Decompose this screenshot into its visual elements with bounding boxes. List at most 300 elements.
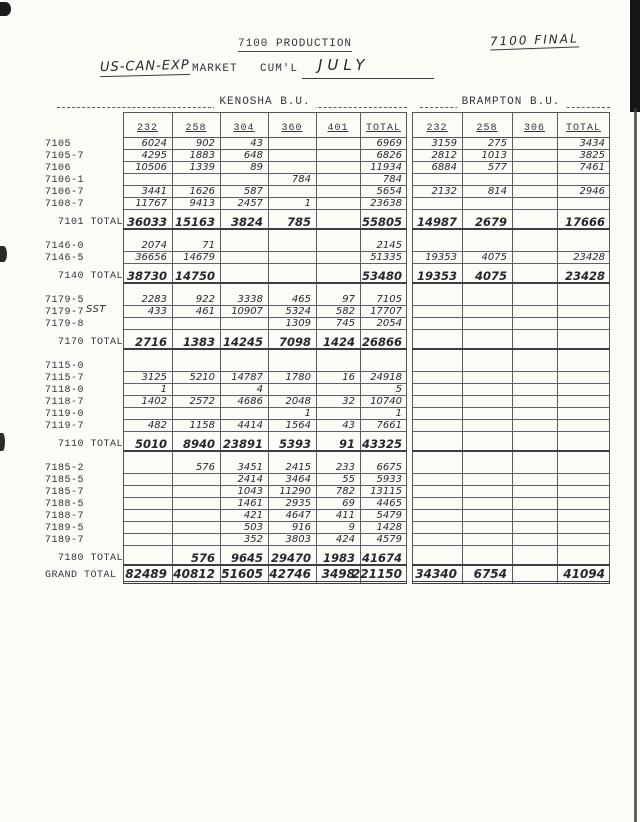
brampton-value-cell xyxy=(462,462,512,474)
brampton-value-cell xyxy=(512,198,557,210)
brampton-value: 3825 xyxy=(579,150,605,161)
kenosha-value-cell xyxy=(360,550,407,566)
table-row xyxy=(40,486,610,498)
kenosha-value: 576 xyxy=(195,462,215,473)
kenosha-value-cell xyxy=(172,186,220,198)
cuml-underline xyxy=(302,78,434,79)
kenosha-cells xyxy=(123,522,407,534)
brampton-value: 7461 xyxy=(579,162,605,173)
brampton-cells xyxy=(412,510,610,522)
brampton-cells xyxy=(412,498,610,510)
kenosha-value: 1339 xyxy=(189,162,215,173)
brampton-cells xyxy=(412,360,610,372)
brampton-value-cell xyxy=(412,360,462,372)
brampton-cells xyxy=(412,162,610,174)
kenosha-value: 14679 xyxy=(183,252,215,263)
brampton-value-cell xyxy=(412,550,462,566)
row-label xyxy=(40,303,123,318)
kenosha-value: 89 xyxy=(250,162,263,173)
brampton-value-cell xyxy=(557,268,610,284)
kenosha-value-cell xyxy=(268,408,316,420)
kenosha-cells xyxy=(123,420,407,432)
kenosha-value-cell xyxy=(172,294,220,306)
kenosha-value: 784 xyxy=(291,174,311,185)
kenosha-value: 352 xyxy=(243,534,263,545)
kenosha-value-cell xyxy=(316,240,360,252)
kenosha-value-cell xyxy=(220,384,268,396)
kenosha-value: 82489 xyxy=(125,567,167,581)
kenosha-value-cell xyxy=(268,294,316,306)
brampton-value-cell xyxy=(512,318,557,330)
kenosha-value-cell xyxy=(172,112,220,138)
kenosha-value: 51335 xyxy=(370,252,402,263)
brampton-value-cell xyxy=(462,384,512,396)
kenosha-value-cell xyxy=(220,198,268,210)
kenosha-cells xyxy=(123,486,407,498)
row-label xyxy=(40,240,123,252)
kenosha-value: 97 xyxy=(342,294,355,305)
kenosha-value: 576 xyxy=(190,551,215,565)
row-label-text: 7188-5 xyxy=(45,498,85,510)
kenosha-value-cell xyxy=(123,268,172,284)
market-label: MARKET xyxy=(192,63,238,75)
kenosha-value-cell xyxy=(360,474,407,486)
kenosha-column-header: 232 xyxy=(136,123,158,134)
kenosha-value-cell xyxy=(360,150,407,162)
brampton-value-cell xyxy=(462,294,512,306)
kenosha-value-cell xyxy=(316,162,360,174)
table-row xyxy=(40,510,610,522)
brampton-value-cell xyxy=(557,174,610,186)
final-note: 7100 FINAL xyxy=(489,31,579,49)
brampton-value-cell xyxy=(557,138,610,150)
kenosha-value-cell xyxy=(123,408,172,420)
kenosha-value: 465 xyxy=(291,294,311,305)
kenosha-value: 582 xyxy=(335,306,355,317)
row-label xyxy=(40,522,123,534)
scan-artifact-right-strip xyxy=(630,0,640,112)
kenosha-value: 424 xyxy=(335,534,355,545)
kenosha-value-cell xyxy=(316,486,360,498)
kenosha-cells xyxy=(123,360,407,372)
table-row xyxy=(40,534,610,546)
kenosha-value: 23638 xyxy=(370,198,402,209)
brampton-value-cell xyxy=(462,252,512,264)
brampton-value-cell xyxy=(412,534,462,546)
kenosha-value-cell xyxy=(220,186,268,198)
kenosha-cells xyxy=(123,408,407,420)
kenosha-value: 916 xyxy=(291,522,311,533)
brampton-value-cell xyxy=(412,174,462,186)
kenosha-column-header: 360 xyxy=(281,123,303,134)
kenosha-value-cell xyxy=(360,306,407,318)
brampton-value-cell xyxy=(557,306,610,318)
kenosha-value: 2145 xyxy=(376,240,402,251)
kenosha-value: 3125 xyxy=(141,372,167,383)
row-label-text: 7105-7 xyxy=(45,150,85,162)
kenosha-value-cell xyxy=(316,396,360,408)
kenosha-value-cell xyxy=(220,436,268,452)
kenosha-value-cell xyxy=(220,372,268,384)
kenosha-value-cell xyxy=(172,240,220,252)
brampton-value-cell xyxy=(557,294,610,306)
row-label xyxy=(40,174,123,186)
kenosha-value-cell xyxy=(316,268,360,284)
kenosha-value-cell xyxy=(360,294,407,306)
row-label xyxy=(40,252,123,264)
kenosha-cells xyxy=(123,384,407,396)
brampton-value-cell xyxy=(462,420,512,432)
row-label-text: 7106-7 xyxy=(45,186,85,198)
row-label xyxy=(40,186,123,198)
brampton-value: 4075 xyxy=(474,269,507,283)
kenosha-value: 5654 xyxy=(376,186,402,197)
kenosha-value-cell xyxy=(360,174,407,186)
brampton-value-cell xyxy=(412,112,462,138)
kenosha-value-cell xyxy=(268,214,316,230)
row-label-text: 7108-7 xyxy=(45,198,85,210)
brampton-cells xyxy=(412,294,610,306)
row-label-note: SST xyxy=(86,303,106,315)
kenosha-value: 43325 xyxy=(361,437,402,451)
kenosha-value-cell xyxy=(268,498,316,510)
row-label-text: 7179-8 xyxy=(45,318,85,330)
row-label xyxy=(40,486,123,498)
kenosha-value: 2054 xyxy=(376,318,402,329)
kenosha-value: 922 xyxy=(195,294,215,305)
brampton-value-cell xyxy=(512,462,557,474)
kenosha-value: 1402 xyxy=(141,396,167,407)
brampton-value-cell xyxy=(412,306,462,318)
table-row xyxy=(40,522,610,534)
kenosha-value-cell xyxy=(172,174,220,186)
brampton-value: 41094 xyxy=(563,567,605,581)
brampton-value-cell xyxy=(557,498,610,510)
kenosha-value-cell xyxy=(220,550,268,566)
kenosha-value: 4579 xyxy=(376,534,402,545)
brampton-cells xyxy=(412,550,610,566)
kenosha-value: 11934 xyxy=(370,162,402,173)
brampton-value-cell xyxy=(462,510,512,522)
kenosha-value: 14750 xyxy=(174,269,215,283)
kenosha-value-cell xyxy=(360,436,407,452)
table-row xyxy=(40,408,610,420)
kenosha-value: 4414 xyxy=(237,420,263,431)
row-label xyxy=(40,138,123,150)
section-total-row xyxy=(40,550,610,566)
kenosha-value-cell xyxy=(220,474,268,486)
kenosha-value-cell xyxy=(123,306,172,318)
row-label xyxy=(40,214,123,230)
kenosha-value-cell xyxy=(316,360,360,372)
brampton-value-cell xyxy=(412,252,462,264)
kenosha-value-cell xyxy=(123,436,172,452)
brampton-column-header: 306 xyxy=(523,123,545,134)
kenosha-value-cell xyxy=(268,318,316,330)
kenosha-value: 42746 xyxy=(269,567,311,581)
brampton-value-cell xyxy=(412,474,462,486)
kenosha-cells xyxy=(123,510,407,522)
kenosha-title-text: KENOSHA B.U. xyxy=(214,96,315,108)
row-label xyxy=(40,408,123,420)
brampton-value-cell xyxy=(512,510,557,522)
kenosha-value-cell xyxy=(123,334,172,350)
kenosha-value-cell xyxy=(172,150,220,162)
kenosha-value-cell xyxy=(220,318,268,330)
kenosha-cells xyxy=(123,372,407,384)
brampton-value-cell xyxy=(512,360,557,372)
section-total-row xyxy=(40,268,610,284)
kenosha-value: 1309 xyxy=(285,318,311,329)
kenosha-value: 5479 xyxy=(376,510,402,521)
brampton-value-cell xyxy=(412,384,462,396)
brampton-cells xyxy=(412,112,610,138)
kenosha-value-cell xyxy=(316,306,360,318)
kenosha-value-cell xyxy=(360,198,407,210)
kenosha-value-cell xyxy=(360,372,407,384)
kenosha-value-cell xyxy=(172,198,220,210)
brampton-value-cell xyxy=(462,306,512,318)
kenosha-value-cell xyxy=(220,240,268,252)
kenosha-cells xyxy=(123,436,407,452)
row-label xyxy=(40,268,123,284)
brampton-cells xyxy=(412,474,610,486)
kenosha-value: 2457 xyxy=(237,198,263,209)
row-label xyxy=(40,372,123,384)
kenosha-value-cell xyxy=(220,112,268,138)
brampton-value-cell xyxy=(462,498,512,510)
kenosha-value: 1 xyxy=(395,408,402,419)
kenosha-value-cell xyxy=(316,436,360,452)
brampton-cells xyxy=(412,138,610,150)
row-label xyxy=(40,436,123,452)
brampton-cells xyxy=(412,486,610,498)
kenosha-value: 1564 xyxy=(285,420,311,431)
kenosha-value-cell xyxy=(220,150,268,162)
row-label-text: 7119-0 xyxy=(45,408,85,420)
kenosha-value: 24918 xyxy=(370,372,402,383)
kenosha-value-cell xyxy=(172,420,220,432)
section-total-row xyxy=(40,334,610,350)
kenosha-value: 745 xyxy=(335,318,355,329)
row-label xyxy=(40,384,123,396)
production-tables xyxy=(40,112,610,584)
kenosha-value-cell xyxy=(220,408,268,420)
kenosha-value: 2074 xyxy=(141,240,167,251)
brampton-value-cell xyxy=(412,334,462,350)
table-row xyxy=(40,240,610,252)
brampton-cells xyxy=(412,240,610,252)
kenosha-value-cell xyxy=(172,360,220,372)
kenosha-value-cell xyxy=(123,384,172,396)
kenosha-value-cell xyxy=(220,510,268,522)
kenosha-value-cell xyxy=(123,372,172,384)
kenosha-cells xyxy=(123,214,407,230)
row-label-text: 7106-1 xyxy=(45,174,85,186)
brampton-value-cell xyxy=(412,150,462,162)
table-row xyxy=(40,396,610,408)
brampton-value-cell xyxy=(462,334,512,350)
brampton-value-cell xyxy=(412,408,462,420)
brampton-column-header: 258 xyxy=(476,123,498,134)
kenosha-value: 5324 xyxy=(285,306,311,317)
kenosha-value-cell xyxy=(268,384,316,396)
kenosha-value: 2283 xyxy=(141,294,167,305)
brampton-value-cell xyxy=(462,436,512,452)
brampton-value-cell xyxy=(557,150,610,162)
brampton-value-cell xyxy=(557,408,610,420)
kenosha-value-cell xyxy=(268,396,316,408)
brampton-value: 2679 xyxy=(474,215,507,229)
row-label xyxy=(40,534,123,546)
brampton-value-cell xyxy=(462,112,512,138)
section-total-row xyxy=(40,214,610,230)
kenosha-value-cell xyxy=(123,396,172,408)
kenosha-value-cell xyxy=(123,550,172,566)
kenosha-value-cell xyxy=(360,522,407,534)
section-gap xyxy=(40,350,610,360)
kenosha-value: 36033 xyxy=(126,215,167,229)
kenosha-value-cell xyxy=(268,150,316,162)
brampton-value-cell xyxy=(462,240,512,252)
brampton-cells xyxy=(412,372,610,384)
brampton-value-cell xyxy=(412,462,462,474)
kenosha-value-cell xyxy=(351,566,407,584)
brampton-value-cell xyxy=(412,318,462,330)
brampton-value-cell xyxy=(412,162,462,174)
kenosha-value-cell xyxy=(220,522,268,534)
row-label-text: GRAND TOTAL xyxy=(45,569,117,581)
kenosha-value: 55805 xyxy=(361,215,402,229)
table-row xyxy=(40,420,610,432)
table-row xyxy=(40,462,610,474)
row-label xyxy=(40,162,123,174)
brampton-value-cell xyxy=(462,198,512,210)
kenosha-value: 5210 xyxy=(189,372,215,383)
brampton-value-cell xyxy=(412,214,462,230)
brampton-value-cell xyxy=(512,522,557,534)
brampton-value-cell xyxy=(462,360,512,372)
kenosha-value-cell xyxy=(316,112,360,138)
kenosha-value-cell xyxy=(172,318,220,330)
row-label xyxy=(40,498,123,510)
kenosha-value-cell xyxy=(172,550,220,566)
kenosha-value-cell xyxy=(360,498,407,510)
brampton-value-cell xyxy=(557,240,610,252)
kenosha-value-cell xyxy=(316,534,360,546)
kenosha-value-cell xyxy=(316,462,360,474)
brampton-value-cell xyxy=(462,396,512,408)
kenosha-value-cell xyxy=(172,408,220,420)
kenosha-value-cell xyxy=(268,510,316,522)
kenosha-value-cell xyxy=(268,534,316,546)
kenosha-cells xyxy=(123,396,407,408)
kenosha-value-cell xyxy=(268,436,316,452)
section-gap xyxy=(40,284,610,294)
kenosha-value: 14787 xyxy=(231,372,263,383)
kenosha-value: 40812 xyxy=(173,567,215,581)
kenosha-value: 5933 xyxy=(376,474,402,485)
kenosha-value: 421 xyxy=(243,510,263,521)
brampton-value-cell xyxy=(462,214,512,230)
brampton-table-title xyxy=(412,96,610,108)
kenosha-value-cell xyxy=(220,334,268,350)
kenosha-value-cell xyxy=(316,318,360,330)
kenosha-value-cell xyxy=(172,384,220,396)
row-label xyxy=(40,550,123,566)
brampton-value-cell xyxy=(462,522,512,534)
brampton-value-cell xyxy=(512,268,557,284)
kenosha-value: 221150 xyxy=(351,567,402,581)
kenosha-cells xyxy=(123,198,407,210)
kenosha-value-cell xyxy=(360,420,407,432)
row-label-text: 7189-5 xyxy=(45,522,85,534)
kenosha-value-cell xyxy=(360,138,407,150)
brampton-value-cell xyxy=(462,474,512,486)
kenosha-value-cell xyxy=(172,510,220,522)
brampton-value-cell xyxy=(557,474,610,486)
brampton-value-cell xyxy=(557,252,610,264)
kenosha-value: 2415 xyxy=(285,462,311,473)
kenosha-value-cell xyxy=(316,150,360,162)
row-label-text: 7185-7 xyxy=(45,486,85,498)
table-row xyxy=(40,498,610,510)
kenosha-value: 1626 xyxy=(189,186,215,197)
kenosha-value: 461 xyxy=(195,306,215,317)
brampton-cells xyxy=(412,198,610,210)
kenosha-value: 4 xyxy=(256,384,263,395)
brampton-value-cell xyxy=(412,268,462,284)
brampton-cells xyxy=(412,306,610,318)
kenosha-value: 6675 xyxy=(376,462,402,473)
kenosha-value-cell xyxy=(360,396,407,408)
brampton-value-cell xyxy=(512,294,557,306)
brampton-cells xyxy=(412,396,610,408)
kenosha-value: 10506 xyxy=(135,162,167,173)
brampton-value-cell xyxy=(557,566,610,584)
brampton-value-cell xyxy=(412,186,462,198)
kenosha-value-cell xyxy=(360,334,407,350)
row-label-text: 7118-0 xyxy=(45,384,85,396)
brampton-cells xyxy=(412,420,610,432)
kenosha-cells xyxy=(123,462,407,474)
brampton-value-cell xyxy=(557,186,610,198)
brampton-value-cell xyxy=(412,436,462,452)
kenosha-value: 7098 xyxy=(278,335,311,349)
row-label-text: 7179-5 xyxy=(45,294,85,306)
section-total-row xyxy=(40,436,610,452)
table-row xyxy=(40,138,610,150)
kenosha-value-cell xyxy=(268,174,316,186)
brampton-value: 6884 xyxy=(431,162,457,173)
brampton-value-cell xyxy=(462,408,512,420)
kenosha-value-cell xyxy=(360,486,407,498)
brampton-value-cell xyxy=(512,112,557,138)
row-label-text: 7146-0 xyxy=(45,240,85,252)
kenosha-cells xyxy=(123,162,407,174)
kenosha-value: 36656 xyxy=(135,252,167,263)
kenosha-value-cell xyxy=(123,360,172,372)
kenosha-value: 3824 xyxy=(230,215,263,229)
kenosha-value-cell xyxy=(123,420,172,432)
row-label xyxy=(40,294,123,306)
brampton-value: 19353 xyxy=(425,252,457,263)
brampton-value-cell xyxy=(512,334,557,350)
kenosha-value: 38730 xyxy=(126,269,167,283)
kenosha-value-cell xyxy=(316,510,360,522)
kenosha-value-cell xyxy=(172,162,220,174)
kenosha-value-cell xyxy=(360,268,407,284)
